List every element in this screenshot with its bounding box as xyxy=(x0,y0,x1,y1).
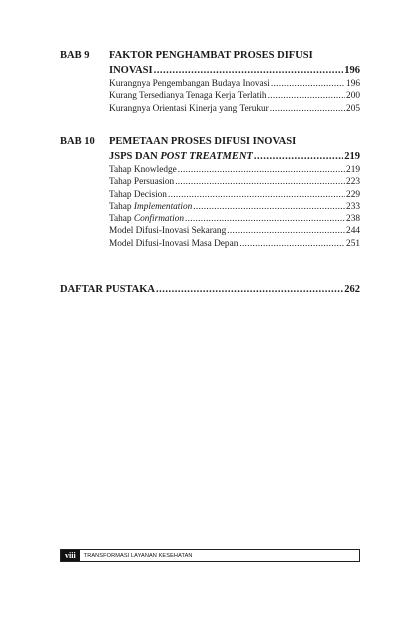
dot-leader xyxy=(254,149,343,164)
toc-entry[interactable]: Model Difusi-Inovasi Masa Depan ..... 251 xyxy=(109,238,360,250)
dot-leader xyxy=(270,103,345,115)
dot-leader xyxy=(154,63,344,78)
chapter-9-number: BAB 9 xyxy=(60,50,90,61)
dot-leader xyxy=(156,282,343,297)
toc-entry[interactable]: Tahap Implementation ..... 233 xyxy=(109,201,360,213)
toc-entry-page: 219 xyxy=(346,165,360,175)
dot-leader xyxy=(178,164,345,176)
toc-entry[interactable]: Model Difusi-Inovasi Sekarang ..... 244 xyxy=(109,225,360,237)
bibliography-page: 262 xyxy=(344,284,360,295)
dot-leader xyxy=(193,201,345,213)
toc-entry[interactable]: Kurangnya Pengembangan Budaya Inovasi ..... 196 xyxy=(109,78,360,90)
dot-leader xyxy=(271,78,345,90)
dot-leader xyxy=(239,238,345,250)
toc-chapter-10 xyxy=(60,134,360,250)
dot-leader xyxy=(227,225,345,237)
toc-entry-page: 200 xyxy=(346,91,360,102)
chapter-9-heading xyxy=(60,48,360,78)
toc-entry-page: 229 xyxy=(346,189,360,200)
toc-entry[interactable]: Tahap Persuasion ..... 223 xyxy=(109,176,360,188)
toc-chapter-9 xyxy=(60,48,360,115)
dot-leader xyxy=(185,213,345,225)
chapter-10-heading xyxy=(60,134,360,164)
chapter-10-number: BAB 10 xyxy=(60,136,95,147)
bibliography-label: DAFTAR PUSTAKA xyxy=(60,284,155,295)
page-footer xyxy=(60,549,360,562)
toc-entry[interactable]: Tahap Knowledge ..... 219 xyxy=(109,164,360,176)
chapter-9-title-line-2[interactable]: INOVASI ..... 196 xyxy=(109,63,360,78)
chapter-9-entries xyxy=(109,78,360,115)
dot-leader xyxy=(175,176,345,188)
footer-book-title: TRANSFORMASI LAYANAN KESEHATAN xyxy=(83,552,193,559)
toc-entry[interactable]: Tahap Confirmation ..... 238 xyxy=(109,213,360,225)
bibliography-line[interactable] xyxy=(60,282,360,297)
toc-entry-page: 251 xyxy=(346,238,360,249)
toc-entry-page: 205 xyxy=(346,103,360,114)
dot-leader xyxy=(168,189,345,201)
chapter-10-entries xyxy=(109,164,360,250)
toc-entry-page: 244 xyxy=(346,226,360,237)
toc-entry-page: 238 xyxy=(346,214,360,225)
chapter-10-title-line-1: PEMETAAN PROSES DIFUSI INOVASI xyxy=(109,136,297,147)
toc-entry-page: 223 xyxy=(346,177,360,188)
toc-entry-page: 233 xyxy=(346,201,360,212)
toc-bibliography xyxy=(60,282,360,297)
dot-leader xyxy=(268,90,345,102)
chapter-10-page: 219 xyxy=(344,151,360,162)
chapter-10-title-line-2[interactable]: JSPS DAN POST TREATMENT ..... 219 xyxy=(109,149,360,164)
chapter-9-title-line-1: FAKTOR PENGHAMBAT PROSES DIFUSI xyxy=(109,50,313,61)
toc-entry[interactable]: Kurangnya Orientasi Kinerja yang Terukur ..... 205 xyxy=(109,103,360,115)
toc-entry[interactable]: Kurang Tersedianya Tenaga Kerja Terlatih ..... 200 xyxy=(109,90,360,102)
toc-entry[interactable]: Tahap Decision ..... 229 xyxy=(109,189,360,201)
toc-entry-page: 196 xyxy=(346,79,360,89)
chapter-9-page: 196 xyxy=(344,65,360,76)
footer-page-number: viii xyxy=(61,550,80,561)
